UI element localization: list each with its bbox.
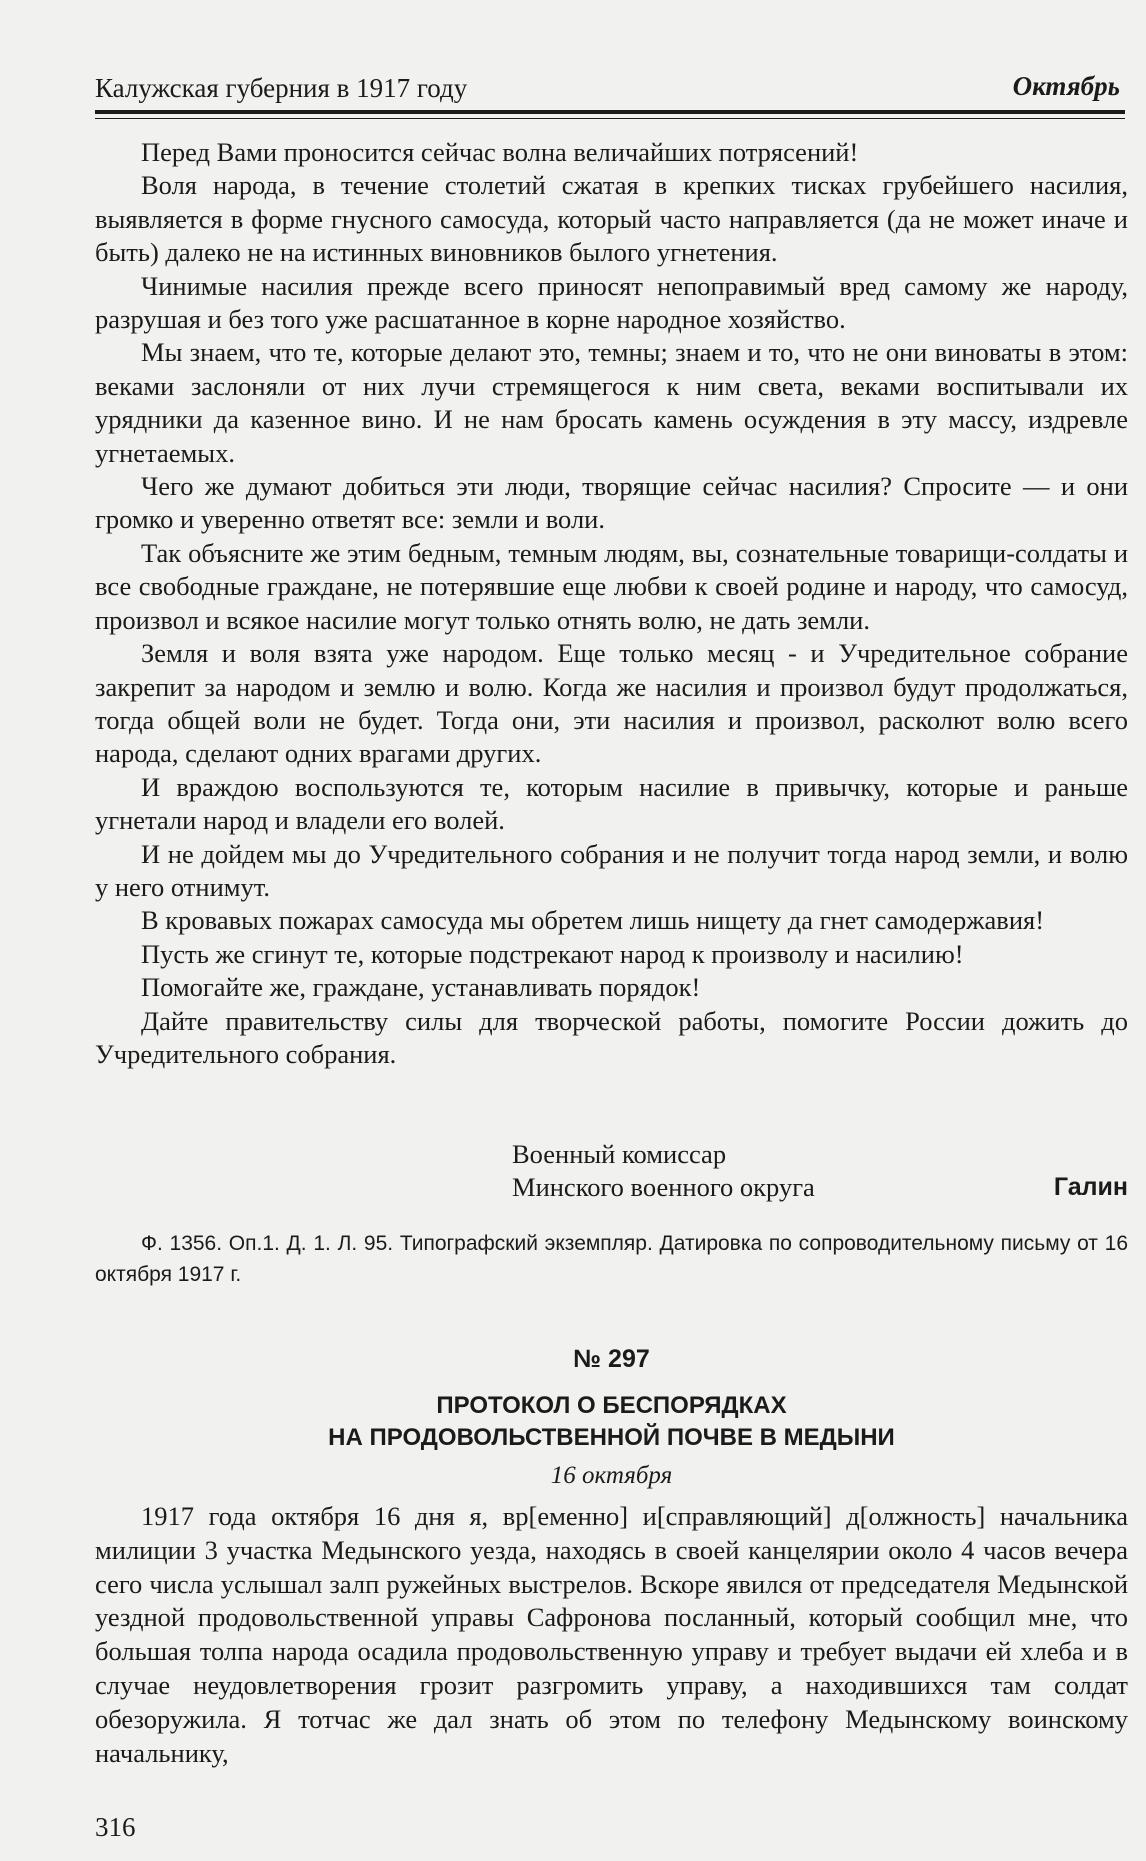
signature-title-line2: Минского военного округа: [512, 1172, 815, 1202]
paragraph: Пусть же сгинут те, которые подстрекают народ к произволу и насилию!: [141, 938, 964, 969]
paragraph: Воля народа, в течение столетий сжатая в крепких тисках грубейшего насилия, выявляется в форме гнусного самосуда, который часто направляется (да не может иначе и быть) далеко не на истинных виновников былого угнетения.: [95, 170, 1128, 268]
running-header: [95, 68, 1128, 108]
archive-note: Ф. 1356. Оп.1. Д. 1. Л. 95. Типографский экземпляр. Датировка по сопроводительному письму от 16 октября 1917 г.: [95, 1232, 1128, 1286]
paragraph: Так объясните же этим бедным, темным людям, вы, сознательные товарищи-солдаты и все свободные граждане, не потерявшие еще любви к своей родине и народу, что самосуд, произвол и всякое насилие могут только отнять волю, не дать земли.: [95, 537, 1128, 635]
paragraph: Земля и воля взята уже народом. Еще только месяц - и Учредительное собрание закрепит за народом и землю и волю. Когда же насилия и произвол будут продолжаться, тогда общей воли не будет. Тогда они, эти насилия и произвол, расколют волю всего народа, сделают одних врагами других.: [95, 638, 1128, 769]
paragraph: Чего же думают добиться эти люди, творящие сейчас насилия? Спросите — и они громко и уверенно ответят все: земли и воли.: [95, 471, 1128, 535]
paragraph: Дайте правительству силы для творческой работы, помогите России дожить до Учредительного собрания.: [95, 1005, 1128, 1069]
document-number: № 297: [573, 1345, 650, 1373]
paragraph: Мы знаем, что те, которые делают это, темны; знаем и то, что не они виноваты в этом: веками заслоняли от них лучи стремящегося к ним света, веками воспитывали их урядники да казенное вино. И не нам бросать камень осуждения в эту массу, издревле угнетаемых.: [95, 337, 1128, 468]
paragraph: И враждою воспользуются те, которым насилие в привычку, которые и раньше угнетали народ и владели его волей.: [95, 771, 1128, 836]
paragraph: В кровавых пожарах самосуда мы обретем лишь нищету да гнет самодержавия!: [141, 905, 1045, 936]
running-header-section: Октябрь: [1012, 71, 1120, 101]
page-number: 316: [95, 1812, 136, 1842]
document-title-line1: ПРОТОКОЛ О БЕСПОРЯДКАХ: [436, 1392, 787, 1419]
paragraph: Чинимые насилия прежде всего приносят непоправимый вред самому же народу, разрушая и без того уже расшатанное в корне народное хозяйство.: [95, 270, 1128, 335]
paragraph: Перед Вами проносится сейчас волна величайших потрясений!: [141, 137, 859, 167]
header-rule-thin: [95, 118, 1125, 119]
signature-title-line1: Военный комиссар: [512, 1139, 727, 1169]
header-rule-thick: [95, 110, 1125, 114]
document-title: [95, 1390, 1128, 1454]
running-header-book-title: Калужская губерния в 1917 году: [95, 73, 468, 103]
signature-block: [95, 1138, 1128, 1204]
document-date: 16 октября: [550, 1462, 673, 1489]
paragraph: Помогайте же, граждане, устанавливать порядок!: [141, 972, 701, 1003]
paragraph: И не дойдем мы до Учредительного собрания и не получит тогда народ земли, и волю у него отнимут.: [95, 838, 1128, 902]
document-text: [95, 1500, 1128, 1770]
appeal-text: [95, 136, 1128, 1071]
document-title-line2: НА ПРОДОВОЛЬСТВЕННОЙ ПОЧВЕ В МЕДЫНИ: [328, 1424, 895, 1451]
signature-name: Галин: [1053, 1173, 1128, 1201]
paragraph: 1917 года октября 16 дня я, вр[еменно] и[справляющий] д[олжность] начальника милиции 3 участка Медынского уезда, находясь в своей канцелярии около 4 часов вечера сего числа услышал залп ружейных выстрелов. Вскоре явился от председателя Медынской уездной продовольственной управы Сафронова посланный, который сообщил мне, что большая толпа народа осадила продовольственную управу и требует выдачи ей хлеба и в случае неудовлетворения грозит разгромить управу, а находившихся там солдат обезоружила. Я тотчас же дал знать об этом по телефону Медынскому воинскому начальнику,: [95, 1501, 1128, 1768]
